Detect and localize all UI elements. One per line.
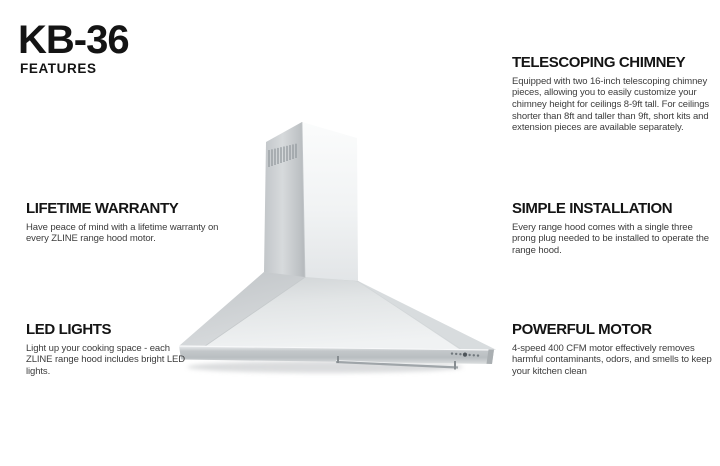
feature-led-lights — [26, 322, 196, 378]
feature-title: LED LIGHTS — [26, 321, 112, 338]
feature-description: Every range hood comes with a single three prong plug needed to be installed to operate the range hood. — [512, 221, 709, 256]
feature-powerful-motor — [512, 322, 714, 378]
feature-description: Light up your cooking space - each ZLINE range hood includes bright LED lights. — [26, 342, 186, 377]
page-subtitle: FEATURES — [20, 61, 97, 76]
page-title: KB-36 — [18, 18, 129, 62]
feature-description: 4-speed 400 CFM motor effectively removes harmful contaminants, odors, and smells to keep your kitchen clean — [512, 342, 712, 377]
pyramid-canopy — [179, 272, 496, 350]
feature-simple-installation — [512, 201, 714, 257]
feature-title: TELESCOPING CHIMNEY — [512, 54, 686, 71]
feature-title: POWERFUL MOTOR — [512, 321, 652, 338]
feature-lifetime-warranty — [26, 201, 232, 245]
feature-telescoping-chimney — [512, 55, 714, 134]
feature-description: Have peace of mind with a lifetime warranty on every ZLINE range hood motor. — [26, 221, 219, 245]
feature-description: Equipped with two 16-inch telescoping chimney pieces, allowing you to easily customize your chimney height for ceilings 8-9ft tall. For ceilings shorter than 8ft and taller than 9ft, short kits and extension pieces are available separately. — [512, 75, 710, 134]
feature-title: LIFETIME WARRANTY — [26, 200, 179, 217]
feature-title: SIMPLE INSTALLATION — [512, 200, 673, 217]
telescoping-chimney-duct — [264, 122, 358, 281]
